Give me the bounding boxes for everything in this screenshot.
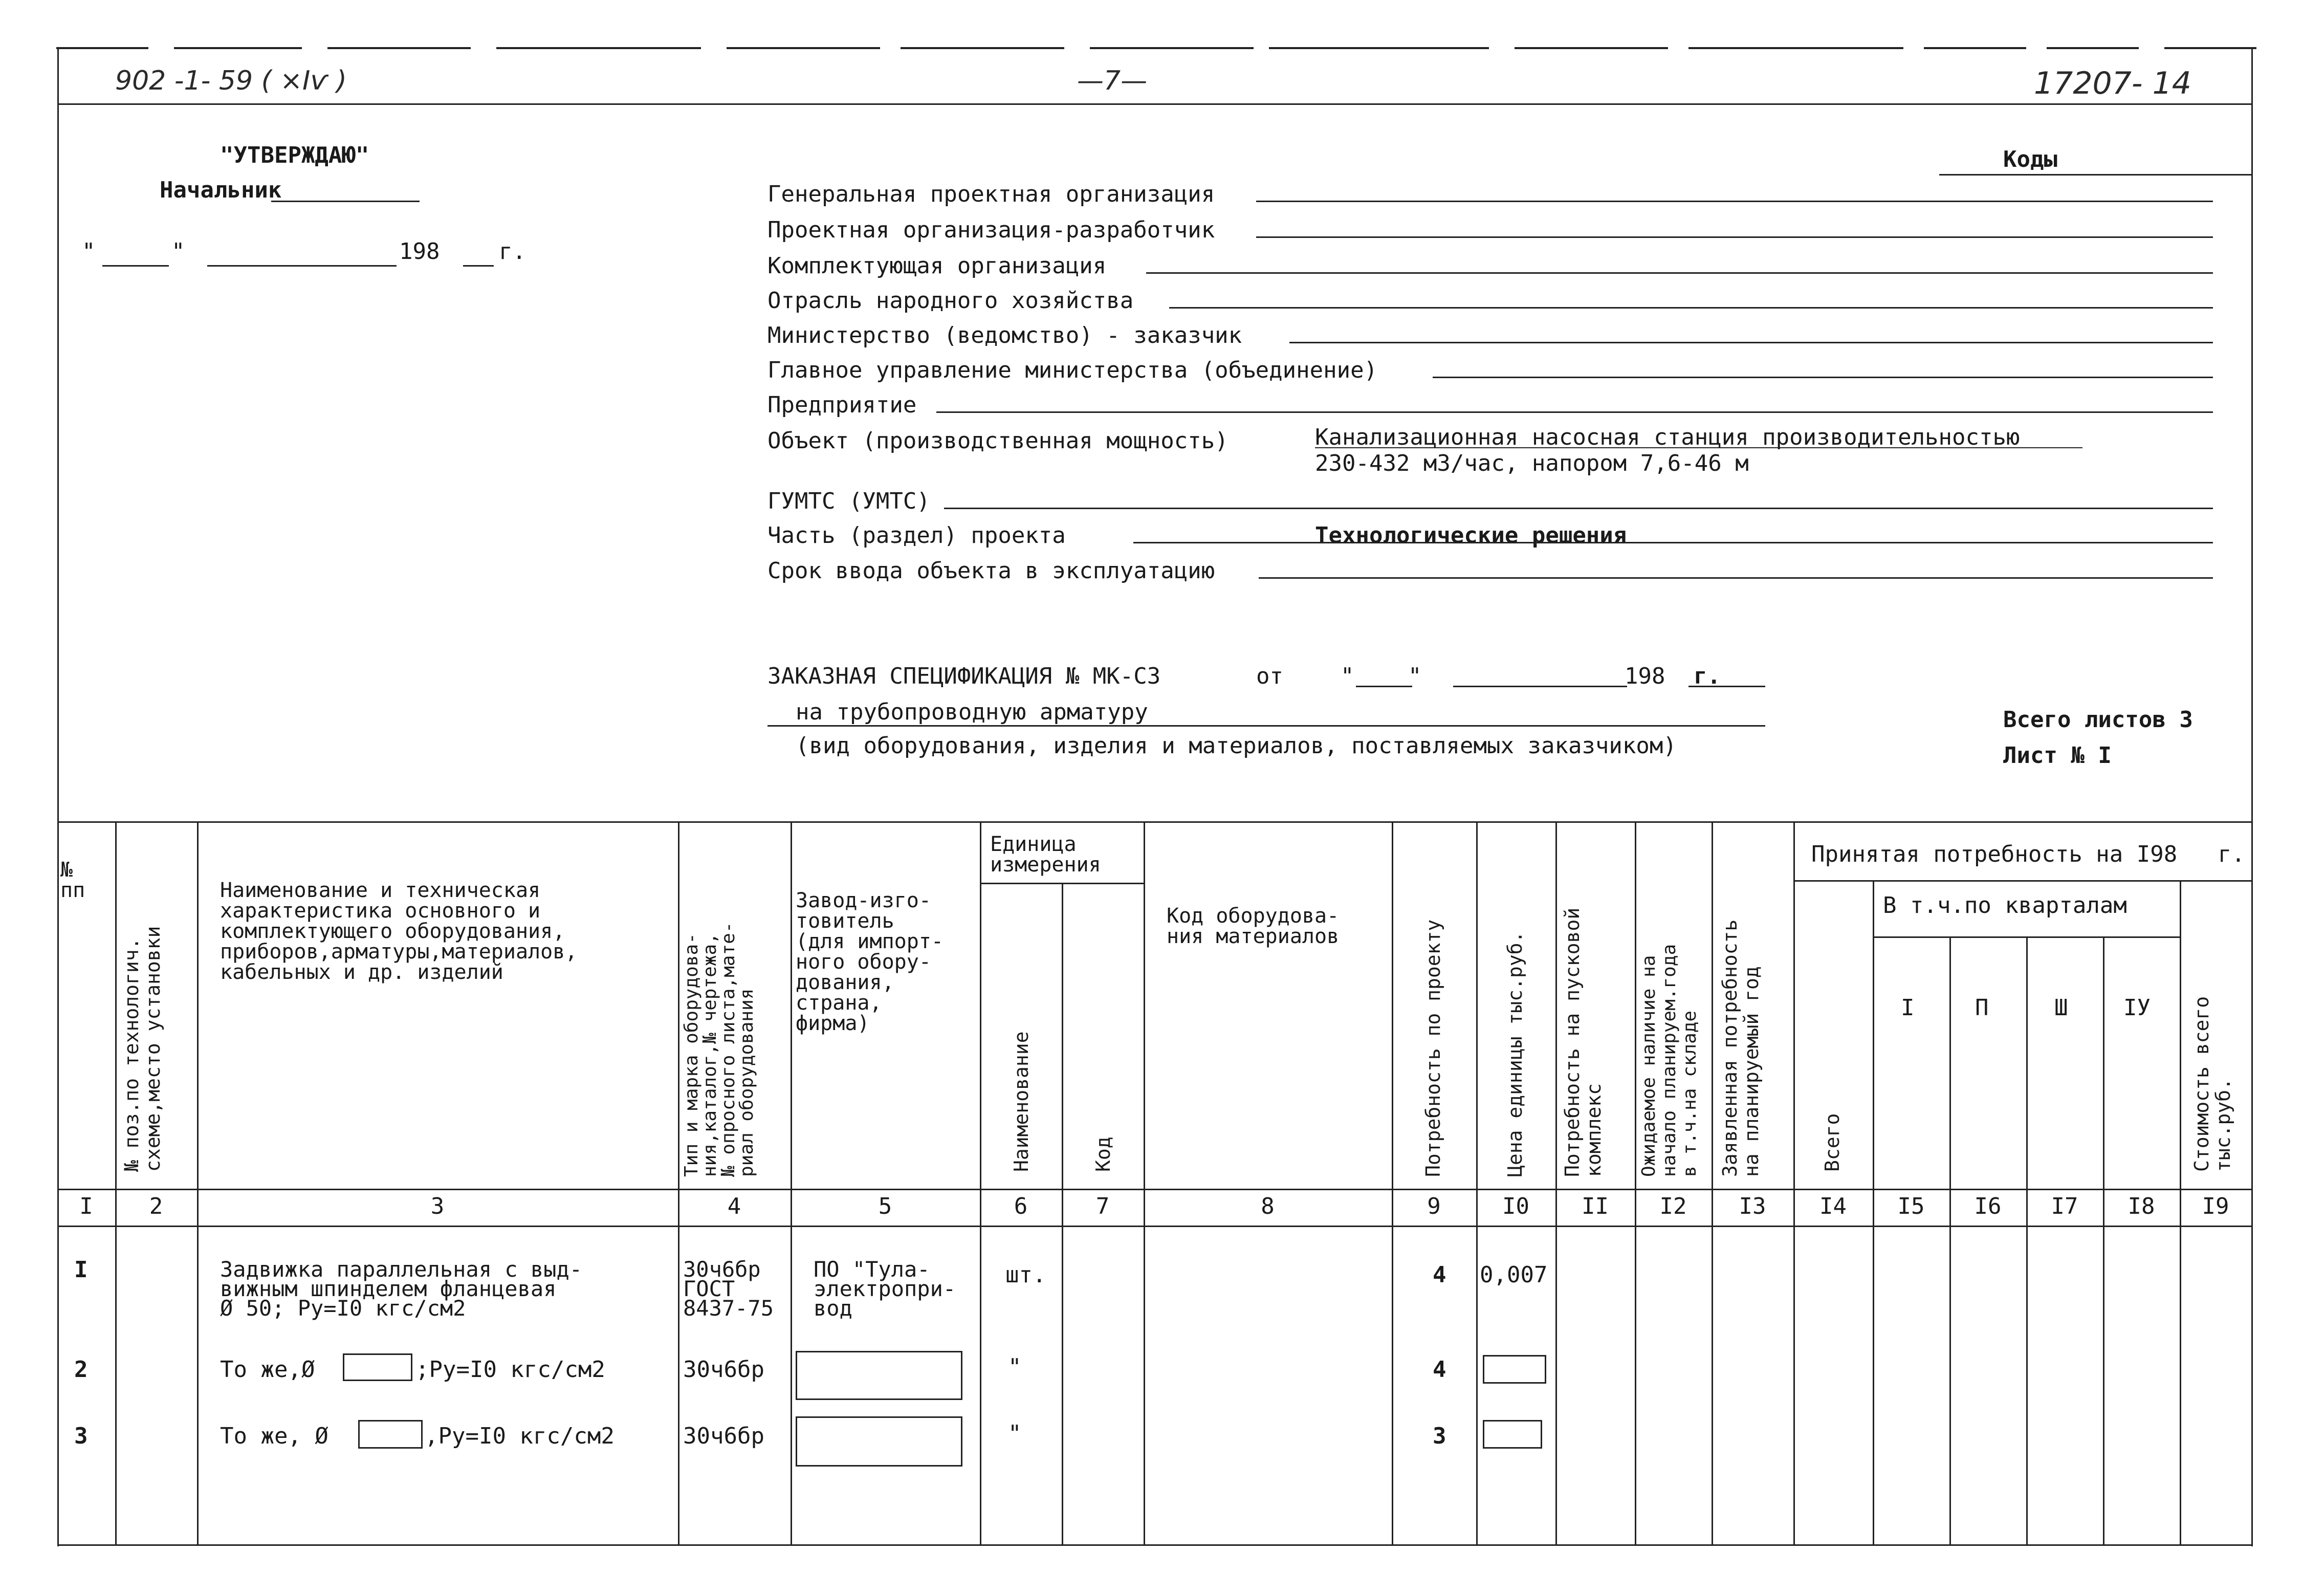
column-numbers-bottom-border [57, 1226, 2253, 1227]
header-equipment-code: Код оборудова- ния материалов [1167, 904, 1340, 948]
row-1-price: 0,007 [1480, 1262, 1548, 1288]
field-main-directorate: Главное управление министерства (объединение) [767, 357, 1378, 383]
column-number: 4 [727, 1193, 741, 1219]
field-line [1256, 201, 2213, 202]
top-dash [174, 47, 302, 49]
field-part-label: Часть (раздел) проекта [767, 522, 1066, 549]
top-dash [1688, 47, 1903, 49]
column-number: I6 [1974, 1193, 2002, 1219]
spec-from: от [1256, 663, 1283, 689]
header-total-cost: Стоимость всего тыс.руб. [2190, 996, 2234, 1172]
header-declared-need: Заявленная потребность на планируемый год [1719, 919, 1763, 1177]
header-unit-name: Наименование [1010, 1031, 1033, 1172]
top-dash [327, 47, 471, 49]
header-strip-divider [57, 103, 2253, 105]
column-number: 3 [430, 1193, 445, 1219]
row-2-name-suffix: ;Ру=I0 кгс/см2 [415, 1357, 605, 1383]
column-number: I3 [1739, 1193, 1766, 1219]
header-quarter-2: П [1975, 995, 1989, 1021]
spec-subject-hint: (вид оборудования, изделия и материалов, поставляемых заказчиком) [796, 733, 1677, 759]
col-line [115, 821, 117, 1545]
top-dash [1090, 47, 1254, 49]
date-quote-close: " [171, 238, 185, 265]
column-number: 2 [149, 1193, 163, 1219]
header-quarters: В т.ч.по кварталам [1883, 892, 2127, 919]
accepted-header-divider [1793, 880, 2253, 882]
top-dash [1269, 47, 1489, 49]
header-accepted-need: Принятая потребность на I98 г. [1811, 841, 2245, 867]
field-line [1169, 307, 2213, 309]
quarters-header-divider [1873, 936, 2180, 938]
field-object-value-2: 230-432 м3/час, напором 7,6-46 м [1315, 450, 1749, 476]
field-ministry: Министерство (ведомство) - заказчик [767, 322, 1242, 348]
frame-right-border [2251, 47, 2253, 1546]
column-number: I5 [1897, 1193, 1925, 1219]
column-number: 9 [1427, 1193, 1441, 1219]
approval-year: 198 [399, 238, 440, 265]
col-line [1555, 821, 1557, 1545]
archive-number: 17207- 14 [2034, 65, 2191, 101]
row-3-manufacturer-input[interactable] [796, 1416, 962, 1467]
col-line [1476, 821, 1478, 1545]
col-line [1144, 821, 1145, 1545]
page-marker: —7— [1077, 65, 1148, 96]
field-supplying-organisation: Комплектующая организация [767, 253, 1107, 279]
frame-bottom-border [57, 1544, 2253, 1546]
field-part-value: Технологические решения [1315, 522, 1627, 549]
row-1-name: Задвижка параллельная с выд- вижным шпинделем фланцевая Ø 50; Ру=I0 кгс/см2 [220, 1257, 583, 1321]
top-dash [496, 47, 701, 49]
field-project-organisation: Проектная организация-разработчик [767, 217, 1215, 243]
unit-header-divider [980, 883, 1144, 884]
col-line [2103, 936, 2104, 1545]
row-3-diameter-input[interactable] [358, 1420, 423, 1449]
signature-line [271, 201, 420, 202]
row-1-unit: шт. [1005, 1262, 1046, 1288]
month-line [207, 265, 397, 267]
row-2-manufacturer-input[interactable] [796, 1351, 962, 1400]
table-top-border [57, 821, 2253, 823]
column-number: I7 [2051, 1193, 2078, 1219]
row-1-type: 30ч6бр ГОСТ 8437-75 [683, 1257, 774, 1321]
row-3-quantity: 3 [1433, 1423, 1446, 1449]
field-object-label: Объект (производственная мощность) [767, 428, 1229, 454]
col-line [980, 821, 981, 1545]
spec-title: ЗАКАЗНАЯ СПЕЦИФИКАЦИЯ № МК-С3 [767, 663, 1161, 689]
row-1-manufacturer: ПО "Тула- электропри- вод [814, 1257, 956, 1321]
spec-year: 198 [1625, 663, 1665, 689]
col-line [2026, 936, 2028, 1545]
field-line [1256, 236, 2213, 238]
spec-year-line [1688, 686, 1765, 687]
spec-subject-line [767, 725, 1765, 727]
column-number: II [1582, 1193, 1609, 1219]
header-position: № поз.по технологич. схеме,место установки [120, 926, 164, 1172]
spec-quote-close: " [1408, 663, 1422, 689]
approval-title: "УТВЕРЖДАЮ" [220, 142, 369, 168]
header-quarter-1: I [1901, 995, 1915, 1021]
frame-left-border [57, 47, 59, 1546]
row-2-number: 2 [74, 1357, 88, 1383]
col-line [678, 821, 679, 1545]
top-dash [901, 47, 1064, 49]
object-underline [1315, 447, 2082, 448]
spec-quote-open: " [1341, 663, 1354, 689]
column-number: I8 [2127, 1193, 2155, 1219]
column-number: I2 [1659, 1193, 1687, 1219]
codes-line [1939, 174, 2251, 176]
top-dash [56, 47, 148, 49]
header-manufacturer: Завод-изго- товитель (для импорт- ного обору- дования, страна, фирма) [796, 889, 944, 1035]
field-line [1433, 377, 2213, 378]
header-launch-need: Потребность на пусковой комплекс [1561, 907, 1605, 1177]
top-dash [2047, 47, 2139, 49]
row-2-price-input[interactable] [1483, 1355, 1546, 1384]
header-unit-code: Код [1092, 1136, 1114, 1172]
header-bottom-border [57, 1189, 2253, 1190]
row-3-name-suffix: ,Ру=I0 кгс/см2 [425, 1423, 615, 1449]
field-line [936, 411, 2213, 413]
day-line [102, 265, 169, 267]
spec-year-suffix: г. [1694, 663, 1721, 689]
row-2-unit: " [1008, 1354, 1022, 1380]
header-total: Всего [1821, 1113, 1844, 1172]
spec-day-line [1356, 686, 1412, 687]
header-unit-price: Цена единицы тыс.руб. [1504, 931, 1526, 1177]
approval-year-suffix: г. [499, 238, 526, 265]
row-2-type: 30ч6бр [683, 1357, 764, 1383]
document-code: 902 -1- 59 ( ×Іѵ ) [115, 65, 347, 96]
row-1-number: I [74, 1257, 88, 1283]
sheets-total: Всего листов 3 [2003, 707, 2193, 733]
column-number: 5 [878, 1193, 892, 1219]
year-line [463, 265, 494, 267]
spec-subject: на трубопроводную арматуру [796, 699, 1148, 725]
date-quote-open: " [82, 238, 96, 265]
field-enterprise: Предприятие [767, 392, 917, 418]
col-line [1949, 936, 1951, 1545]
row-3-number: 3 [74, 1423, 88, 1449]
column-number: I4 [1819, 1193, 1847, 1219]
field-line [1289, 342, 2213, 343]
field-line [944, 508, 2213, 509]
column-number: I9 [2202, 1193, 2229, 1219]
column-number: 8 [1261, 1193, 1275, 1219]
header-name: Наименование и техническая характеристика основного и комплектующего оборудования, приборов,арматуры,материалов, кабельных и др. изделий [220, 879, 578, 984]
field-line [1259, 577, 2213, 579]
sheet-number: Лист № I [2003, 742, 2112, 769]
header-project-need: Потребность по проекту [1422, 919, 1444, 1177]
col-line [1392, 821, 1393, 1545]
codes-label: Коды [2003, 146, 2057, 172]
row-1-quantity: 4 [1433, 1262, 1446, 1288]
top-dash [727, 47, 880, 49]
column-number: I [79, 1193, 93, 1219]
approval-position: Начальник [160, 177, 282, 203]
header-expected-stock: Ожидаемое наличие на начало планируем.года в т.ч.на складе [1638, 944, 1700, 1177]
top-dash [1924, 47, 2026, 49]
field-line [1133, 542, 2213, 543]
header-quarter-4: ІУ [2123, 995, 2151, 1021]
header-quarter-3: Ш [2054, 995, 2068, 1021]
row-2-diameter-input[interactable] [343, 1353, 412, 1381]
field-object-value-1: Канализационная насосная станция производительностью [1315, 424, 2020, 450]
column-number: 7 [1095, 1193, 1110, 1219]
row-3-price-input[interactable] [1483, 1420, 1542, 1449]
col-line [1793, 821, 1795, 1545]
row-2-name-prefix: То же,Ø [220, 1357, 315, 1383]
column-number: I0 [1502, 1193, 1529, 1219]
row-3-name-prefix: То же, Ø [220, 1423, 328, 1449]
field-deadline-label: Срок ввода объекта в эксплуатацию [767, 558, 1215, 584]
col-line [197, 821, 199, 1545]
header-row-number: № пп [60, 858, 85, 902]
top-dash [2164, 47, 2256, 49]
col-line [1712, 821, 1713, 1545]
field-line [1146, 272, 2213, 274]
row-3-type: 30ч6бр [683, 1423, 764, 1449]
field-general-organisation: Генеральная проектная организация [767, 181, 1215, 207]
col-line [791, 821, 792, 1545]
top-dash [1515, 47, 1668, 49]
spec-month-line [1453, 686, 1627, 687]
col-line [1635, 821, 1636, 1545]
row-3-unit: " [1008, 1420, 1022, 1447]
row-2-quantity: 4 [1433, 1357, 1446, 1383]
field-economy-branch: Отрасль народного хозяйства [767, 288, 1134, 314]
header-type: Тип и марка оборудова- ния,каталог,№ чертежа, № опросного листа,мате- риал оборудования [681, 922, 757, 1177]
column-number: 6 [1014, 1193, 1028, 1219]
field-gumts-label: ГУМТС (УМТС) [767, 488, 930, 514]
header-unit: Единица измерения [990, 833, 1101, 877]
